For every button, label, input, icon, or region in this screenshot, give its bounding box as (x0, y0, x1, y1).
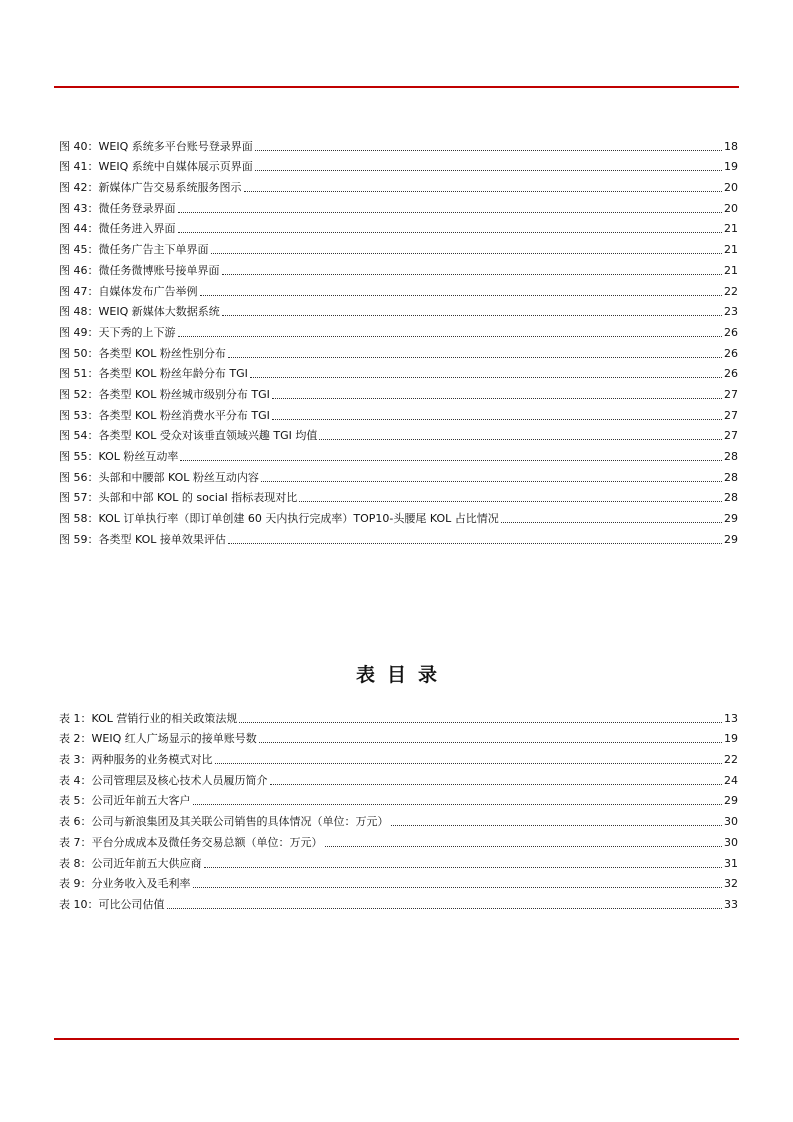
figure-list-entry-page-number: 28 (724, 470, 738, 484)
table-list-entry[interactable] (59, 746, 738, 767)
table-list-entry[interactable] (59, 871, 738, 892)
dot-leader (180, 460, 722, 461)
dot-leader (272, 419, 722, 420)
table-list-entry-page-number: 24 (724, 773, 738, 787)
table-list-entry-page-number: 30 (724, 815, 738, 829)
figure-list-entry[interactable] (59, 505, 738, 526)
dot-leader (204, 867, 723, 868)
dot-leader (250, 377, 722, 378)
figure-list-entry-page-number: 21 (724, 243, 738, 257)
figure-list-entry-page-number: 21 (724, 263, 738, 277)
dot-leader (167, 908, 723, 909)
figure-list-entry-page-number: 20 (724, 201, 738, 215)
table-list-entry-page-number: 31 (724, 856, 738, 870)
dot-leader (178, 232, 723, 233)
figure-list-entry-label: 图 43：微任务登录界面 (59, 201, 176, 215)
dot-leader (200, 295, 723, 296)
figure-list-entry[interactable] (59, 423, 738, 444)
figure-list-entry-page-number: 27 (724, 387, 738, 401)
figure-list-entry[interactable] (59, 299, 738, 320)
figure-list-entry-label: 图 40：WEIQ 系统多平台账号登录界面 (59, 139, 253, 153)
table-list-entry-label: 表 9：分业务收入及毛利率 (59, 877, 191, 891)
figure-list-entry-label: 图 51：各类型 KOL 粉丝年龄分布 TGI (59, 367, 248, 381)
figure-list-entry-label: 图 54：各类型 KOL 受众对该垂直领域兴趣 TGI 均值 (59, 429, 318, 443)
figure-list-entry-page-number: 28 (724, 450, 738, 463)
table-list-entry[interactable] (59, 726, 738, 747)
dot-leader (211, 253, 723, 254)
figure-list-entry-page-number: 26 (724, 346, 738, 360)
figure-list-entry[interactable] (59, 402, 738, 423)
figure-list-entry[interactable] (59, 443, 738, 464)
dot-leader (272, 398, 722, 399)
dot-leader (178, 336, 723, 337)
figure-list-entry-label: 图 53：各类型 KOL 粉丝消费水平分布 TGI (59, 408, 270, 422)
figure-list-entry[interactable] (59, 340, 738, 361)
figure-list-entry-label: 图 56：头部和中腰部 KOL 粉丝互动内容 (59, 470, 259, 484)
figure-list-entry[interactable] (59, 361, 738, 382)
table-list-entry-label: 表 7：平台分成成本及微任务交易总额（单位：万元） (59, 835, 323, 849)
figure-list-entry[interactable] (59, 195, 738, 216)
figure-list-entry[interactable] (59, 464, 738, 485)
figure-list-entry[interactable] (59, 526, 738, 547)
dot-leader (391, 825, 723, 826)
dot-leader (193, 804, 723, 805)
figure-list-entry-page-number: 18 (724, 139, 738, 153)
figure-list-entry-label: 图 41：WEIQ 系统中自媒体展示页界面 (59, 160, 253, 174)
dot-leader (255, 170, 722, 171)
table-list-entry-label: 表 3：两种服务的业务模式对比 (59, 753, 213, 767)
figure-list-entry-page-number: 28 (724, 491, 738, 505)
figure-list-entry-label: 图 48：WEIQ 新媒体大数据系统 (59, 305, 220, 319)
figure-list-entry-page-number: 20 (724, 181, 738, 195)
figure-list-entry-page-number: 26 (724, 367, 738, 381)
table-list-entry-label: 表 6：公司与新浪集团及其关联公司销售的具体情况（单位：万元） (59, 815, 389, 829)
dot-leader (325, 846, 723, 847)
figure-list-entry-label: 图 57：头部和中部 KOL 的 social 指标表现对比 (59, 491, 298, 505)
dot-leader (259, 742, 722, 743)
figure-list-entry-page-number: 29 (724, 512, 738, 526)
table-list-entry-page-number: 32 (724, 877, 738, 891)
table-list-entry[interactable] (59, 829, 738, 850)
dot-leader (270, 784, 723, 785)
figure-list-entry[interactable] (59, 485, 738, 506)
table-list-entry-label: 表 2：WEIQ 红人广场显示的接单账号数 (59, 732, 257, 746)
table-list-entry[interactable] (59, 808, 738, 829)
dot-leader (193, 887, 723, 888)
dot-leader (178, 212, 723, 213)
figure-list-entry-label: 图 50：各类型 KOL 粉丝性别分布 (59, 346, 226, 360)
dot-leader (261, 481, 722, 482)
figure-list-entry-label: 图 52：各类型 KOL 粉丝城市级别分布 TGI (59, 387, 270, 401)
header-rule (54, 86, 739, 88)
table-list-entry-page-number: 22 (724, 753, 738, 767)
figure-list-entry-page-number: 19 (724, 160, 738, 174)
table-list-entry-label: 表 1：KOL 营销行业的相关政策法规 (59, 711, 238, 725)
figure-list-entry-label: 图 47：自媒体发布广告举例 (59, 284, 198, 298)
table-list-entry-page-number: 30 (724, 835, 738, 849)
table-list-entry[interactable] (59, 767, 738, 788)
figure-list-entry-page-number: 27 (724, 429, 738, 443)
figure-list-entry-label: 图 59：各类型 KOL 接单效果评估 (59, 532, 226, 546)
figure-list-entry[interactable] (59, 133, 738, 154)
table-list-entry[interactable] (59, 891, 738, 912)
figure-list-entry[interactable] (59, 381, 738, 402)
figure-list-entry[interactable] (59, 174, 738, 195)
dot-leader (244, 191, 723, 192)
figure-list-entry-label: 图 58：KOL 订单执行率（即订单创建 60 天内执行完成率）TOP10-头腰尾 KOL 占比情况 (59, 512, 499, 526)
figure-list-entry-page-number: 21 (724, 222, 738, 236)
figure-list-entry-label: 图 49：天下秀的上下游 (59, 325, 176, 339)
dot-leader (255, 150, 722, 151)
figure-list-entry[interactable] (59, 216, 738, 237)
figure-list-entry-label: 图 45：微任务广告主下单界面 (59, 243, 209, 257)
figure-list-entry-page-number: 29 (724, 532, 738, 546)
table-list-entry-label: 表 5：公司近年前五大客户 (59, 794, 191, 808)
table-list (59, 705, 738, 912)
dot-leader (299, 501, 722, 502)
dot-leader (501, 522, 722, 523)
figure-list-entry[interactable] (59, 154, 738, 175)
table-list-entry-page-number: 13 (724, 711, 738, 725)
figure-list (59, 133, 738, 547)
figure-list-entry-page-number: 23 (724, 305, 738, 319)
dot-leader (222, 274, 723, 275)
table-list-entry-label: 表 4：公司管理层及核心技术人员履历简介 (59, 773, 268, 787)
figure-list-entry-label: 图 44：微任务进入界面 (59, 222, 176, 236)
figure-list-entry[interactable] (59, 257, 738, 278)
figure-list-entry[interactable] (59, 319, 738, 340)
table-list-entry-page-number: 33 (724, 897, 738, 911)
figure-list-entry-page-number: 22 (724, 284, 738, 298)
table-list-entry-label: 表 10：可比公司估值 (59, 897, 165, 911)
footer-rule (54, 1038, 739, 1040)
table-list-entry-page-number: 19 (724, 732, 738, 746)
table-list-entry-page-number: 29 (724, 794, 738, 808)
figure-list-entry-label: 图 42：新媒体广告交易系统服务图示 (59, 181, 242, 195)
table-list-entry-label: 表 8：公司近年前五大供应商 (59, 856, 202, 870)
dot-leader (228, 357, 722, 358)
figure-list-entry-page-number: 26 (724, 325, 738, 339)
dot-leader (319, 439, 722, 440)
dot-leader (222, 315, 722, 316)
dot-leader (239, 722, 722, 723)
figure-list-entry-page-number: 27 (724, 408, 738, 422)
figure-list-entry[interactable] (59, 278, 738, 299)
table-list-entry[interactable] (59, 705, 738, 726)
figure-list-entry-label: 图 46：微任务微博账号接单界面 (59, 263, 220, 277)
table-list-title: 表目录 (355, 664, 449, 686)
figure-list-entry-label: 图 55：KOL 粉丝互动率 (59, 450, 179, 463)
figure-list-entry[interactable] (59, 236, 738, 257)
table-list-entry[interactable] (59, 850, 738, 871)
dot-leader (228, 543, 722, 544)
table-list-entry[interactable] (59, 788, 738, 809)
dot-leader (215, 763, 723, 764)
